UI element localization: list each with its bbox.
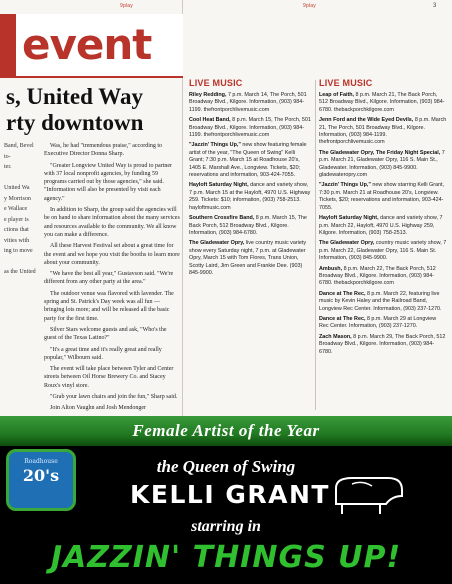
article-paragraph: "We have the best all year," Gustavson said. "We're different from any other party at the area." (44, 271, 174, 286)
event-listing (319, 266, 447, 288)
listing-name: Jenn Ford and the Wide Eyed Devils, (319, 117, 415, 124)
clipped-line: ctions that (4, 227, 29, 233)
event-listing (189, 117, 311, 139)
article-paragraph: In addition to Sharp, the group said the agencies will be on hand to share information about the many services and resources available to the community. We all know you can make a difference. (44, 207, 180, 238)
event-listing (189, 215, 311, 237)
starring-text: starring in (191, 518, 261, 535)
listing-details: 7 p.m. March 14, The Porch, 501 Broadway Blvd., Kilgore. Information, (903) 984-1199. thefrontporchlivemusic.com (189, 92, 307, 113)
clipped-line: Band, Bevel (4, 143, 34, 149)
listings-column (319, 78, 447, 416)
column-divider (315, 80, 316, 410)
listing-details: 8 p.m. March 22, featuring live music by Kevin Haley and the Railroad Band, Longview Rec Center. Information, (903) 237-1270. (319, 290, 442, 312)
article-paragraph: The outdoor venue was flavored with lavender. The spring and St. Patrick's Day week was all fun — bringing lots more; and will be released all the basic party for the first time. (44, 290, 174, 322)
listing-name: Hayloft Saturday Night, (319, 215, 381, 222)
ad-banner-text: Female Artist of the Year (132, 421, 320, 440)
listing-name: Ambush, (319, 265, 344, 272)
listing-name: "Jazzin' Things Up," (189, 142, 243, 149)
clipped-line: to- (4, 153, 11, 160)
clipped-line: as the United (4, 269, 36, 275)
masthead-rule (0, 76, 183, 78)
listing-name: Zach Mason, (319, 333, 354, 340)
listing-name: Leap of Faith, (319, 92, 356, 98)
listing-details: dance and variety show, 7 p.m. March 15 at the Hayloft, 4970 U.S. Highway 259. Tickets: $10; information, (903) 758-2513. hayloftmusic.com (189, 182, 311, 211)
article-body (44, 142, 180, 414)
listing-details: 8 p.m. March 21, The Porch, 501 Broadway Blvd., Kilgore. Information, (903) 984-1199. thefrontporchlivemusic.com (319, 117, 447, 146)
listing-details: 8 p.m. March 15, The Back Porch, 512 Broadway Blvd., Kilgore. Information, (903) 984-6780. (189, 215, 307, 236)
logo-text: 20's (22, 466, 60, 485)
event-listing (319, 291, 447, 313)
listing-name: Cool Heat Band, (189, 117, 233, 124)
listing-details: 8 p.m. March 29, The Back Porch, 512 Broadway Blvd., Kilgore. Information, (903) 984-6780. (319, 333, 446, 355)
column-header: LIVE MUSIC (189, 78, 243, 88)
article-paragraph: "Greater Longview United Way is proud to partner with 37 local nonprofit agencies, by funding 59 programs carried out by those agencies," she said. "Information will also be presented by visit each agency." (44, 162, 172, 202)
masthead (0, 14, 183, 76)
listings-column (189, 78, 311, 414)
article-paragraph: "It's a great time and it's really great and really popular," Wilbourn said. (44, 346, 162, 361)
clipped-line: y Morrison (4, 195, 31, 202)
headline-line: s, United Way (6, 84, 143, 109)
listing-name: Dance at The Rec, (319, 290, 367, 297)
left-page (0, 0, 183, 416)
listing-details: live country music variety show every Saturday night, 7 p.m. at Gladewater Opry, March 15 with Tom Flores, Trans Union, Scotty Laird, Jim Green and Frankie Dee. (903) 845-9900. (189, 240, 307, 276)
masthead-bar (0, 14, 16, 76)
listing-details: 8 p.m. March 15, The Porch, 501 Broadway Blvd., Kilgore. Information, (903) 984-1199. thefrontporchlivemusic.com (189, 117, 311, 139)
article-paragraph: Join Alton Vaughn and Josh Mendonger (50, 405, 147, 412)
clipped-line: e player is (4, 216, 29, 223)
advertisement (0, 416, 452, 584)
event-listing (189, 142, 311, 179)
page-number: 3 (433, 3, 437, 9)
article-paragraph: Was, he had "tremendous praise," according to Executive Director Donna Sharp. (44, 143, 163, 158)
event-listing (189, 240, 311, 277)
artist-name: KELLI GRANT (130, 480, 330, 509)
event-listing (319, 182, 447, 212)
listing-name: The Gladewater Opry, The Friday Night Special, (319, 149, 442, 156)
listing-details: 8 p.m. March 22, The Back Porch, 512 Broadway Blvd., Kilgore. Information, (903) 984-6780. thebackporchkilgore.com (319, 265, 436, 287)
listing-name: The Gladewater Opry, (319, 240, 376, 247)
listing-details: country music variety show, 7 p.m. March 22, Gladewater Opry, 116 S. Main St. Information, (903) 845-9900. (319, 240, 447, 262)
listing-name: Southern Crossfire Band, (189, 215, 256, 222)
event-listing (189, 92, 311, 114)
section-tag: 9play (120, 3, 133, 9)
article-paragraph: The event will take place between Tyler and Center streets between Oil Horse Brewery Co. and Stacey Roux's vinyl store. (44, 366, 174, 389)
event-listing (319, 215, 447, 237)
listing-name: Hayloft Saturday Night, (189, 182, 251, 189)
listing-details: 8 p.m. March 29 at Longview Rec Center. Information, (903) 237-1270. (319, 315, 437, 330)
grand-piano-icon (332, 474, 410, 518)
clipped-line: ing to move (4, 248, 33, 254)
listings (319, 92, 447, 356)
headline-line: rty downtown (6, 110, 144, 135)
event-listing (319, 316, 447, 331)
clipped-line: e Wallace (4, 206, 28, 212)
clipped-line: United Wa (4, 185, 30, 191)
logo-subtitle: Roadhouse (24, 458, 58, 465)
show-title: JAZZIN' THINGS UP! (50, 540, 402, 575)
event-listing (319, 334, 447, 356)
section-tag: 9play (303, 3, 316, 9)
headline (6, 84, 181, 136)
listing-name: Dance at The Rec, (319, 315, 367, 322)
listing-details: new show featuring female artist of the year, "The Queen of Swing" Kelli Grant; 7:30 p.m. March 15 at Roadhouse 20's, 1405 E. Marshall Ave., Longview. Tickets, $20; reservations and information, 903-424-7055. (189, 142, 307, 179)
event-listing (189, 182, 311, 212)
masthead-title: event (22, 20, 152, 69)
listing-details: new show starring Kelli Grant, 7:30 p.m. March 21 at Roadhouse 20's, Longview. Tickets, $20; reservations and information, 903-424-7055. (319, 182, 445, 211)
ad-banner (0, 416, 452, 446)
right-page (183, 0, 452, 416)
event-listing (319, 117, 447, 147)
clipped-line: vities with (4, 237, 30, 244)
column-header: LIVE MUSIC (319, 78, 373, 88)
listing-details: dance and variety show, 7 p.m. March 22, Hayloft, 4970 U.S. Highway 259, Kilgore. Information, (903) 758-2513. (319, 215, 443, 236)
listing-details: 8 p.m. March 21, The Back Porch, 512 Broadway Blvd., Kilgore. Information, (903) 984-6780. thebackporchkilgore.com (319, 92, 445, 113)
article-paragraph: "Grab your lawn chairs and join the fun," Sharp said. (50, 394, 178, 401)
listing-name: Riley Redding, (189, 92, 228, 98)
clipped-line (4, 174, 28, 183)
listing-name: The Gladewater Opry, (189, 240, 246, 247)
article-paragraph: All these Harvest Festival set about a great time for the event and we hope you visit the booths to learn more about your community. (44, 243, 180, 266)
listings (189, 92, 311, 277)
event-listing (319, 240, 447, 262)
listing-details: 7 p.m. March 21, Gladewater Opry, 116 S. Main St., Gladewater. Information, (903) 845-9900. gladewateropry.com (319, 149, 445, 179)
tagline: the Queen of Swing (156, 457, 296, 476)
article-paragraph: Silver Stars welcome guests and ask, "Who's the guest of the Texas Latino?" (44, 326, 167, 342)
listing-name: "Jazzin' Things Up," (319, 182, 373, 189)
clipped-line: ter. (4, 164, 12, 170)
clipped-line (4, 258, 28, 267)
event-listing (319, 150, 447, 180)
event-listing (319, 92, 447, 114)
clipped-column (4, 142, 36, 412)
